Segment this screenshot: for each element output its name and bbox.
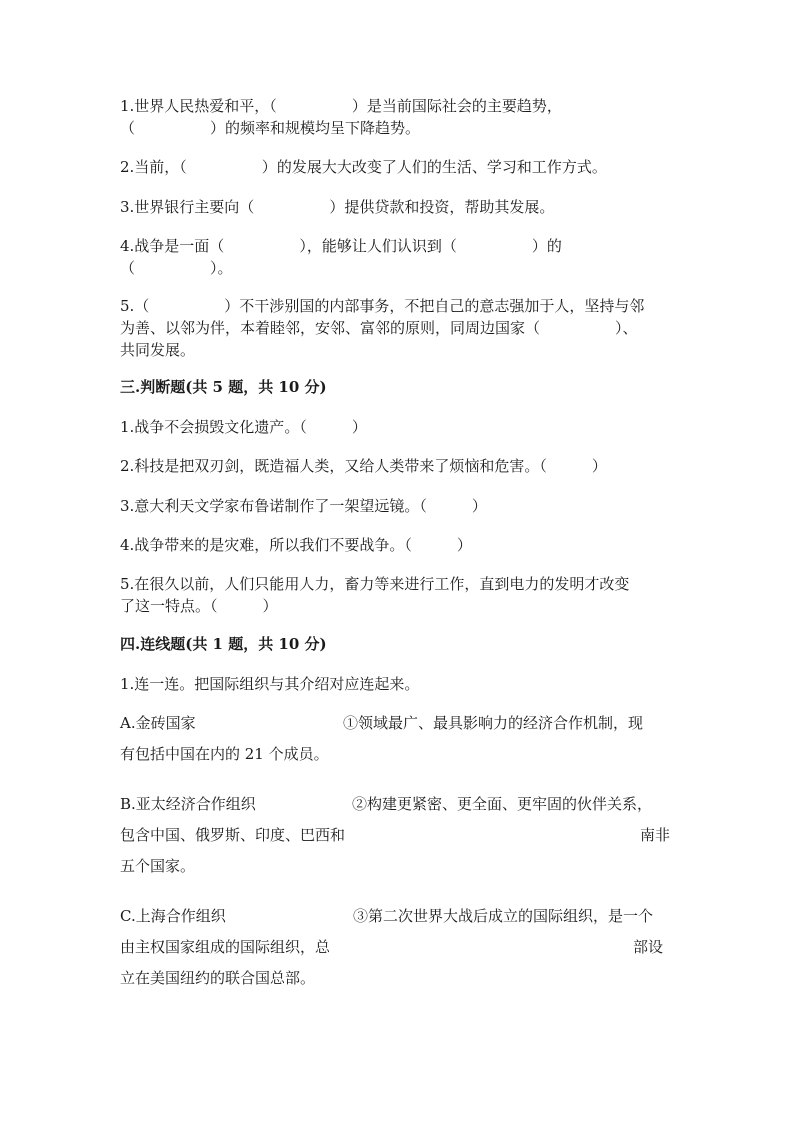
- match-b-right: ②构建更紧密、更全面、更牢固的伙伴关系，: [352, 795, 653, 813]
- fill-q1-line2: （ ）的频率和规模均呈下降趋势。: [120, 119, 421, 137]
- match-b-line3: 五个国家。: [120, 857, 196, 875]
- fill-q5-line2: 为善、以邻为伴，本着睦邻，安邻、富邻的原则，同周边国家（ ）、: [120, 319, 638, 337]
- judge-q1: 1.战争不会损毁文化遗产。（ ）: [120, 418, 367, 436]
- match-a-line2: 有包括中国在内的 21 个成员。: [120, 745, 329, 763]
- judge-q2: 2.科技是把双刃剑，既造福人类，又给人类带来了烦恼和危害。（ ）: [120, 457, 607, 475]
- match-c-line2-left: 由主权国家组成的国际组织，总: [120, 938, 331, 956]
- match-c-left: C.上海合作组织: [120, 907, 226, 925]
- match-b-left: B.亚太经济合作组织: [120, 795, 256, 813]
- judge-q4: 4.战争带来的是灾难，所以我们不要战争。（ ）: [120, 536, 472, 554]
- matching-heading: 四.连线题(共 1 题，共 10 分): [120, 635, 327, 653]
- fill-q4-line2: （ ）。: [120, 259, 233, 277]
- fill-q1-line1: 1.世界人民热爱和平，（ ）是当前国际社会的主要趋势，: [120, 97, 562, 115]
- match-b-line2-right: 南非: [640, 826, 671, 844]
- fill-q2: 2.当前，（ ）的发展大大改变了人们的生活、学习和工作方式。: [120, 158, 607, 176]
- judge-q3: 3.意大利天文学家布鲁诺制作了一架望远镜。（ ）: [120, 497, 487, 515]
- fill-q4-line1: 4.战争是一面（ ），能够让人们认识到（ ）的: [120, 237, 562, 255]
- match-a-left: A.金砖国家: [120, 714, 196, 732]
- match-c-line3: 立在美国纽约的联合国总部。: [120, 969, 316, 987]
- matching-instruction: 1.连一连。把国际组织与其介绍对应连起来。: [120, 675, 420, 693]
- match-c-line2-right: 部设: [633, 938, 664, 956]
- match-c-right: ③第二次世界大战后成立的国际组织，是一个: [353, 907, 654, 925]
- fill-q5-line3: 共同发展。: [120, 341, 196, 359]
- judgement-heading: 三.判断题(共 5 题，共 10 分): [120, 378, 327, 396]
- judge-q5-line2: 了这一特点。（ ）: [120, 597, 278, 615]
- fill-q5-line1: 5.（ ）不干涉别国的内部事务，不把自己的意志强加于人，坚持与邻: [120, 297, 645, 315]
- judge-q5-line1: 5.在很久以前，人们只能用人力，畜力等来进行工作，直到电力的发明才改变: [120, 575, 630, 593]
- fill-q3: 3.世界银行主要向（ ）提供贷款和投资，帮助其发展。: [120, 198, 555, 216]
- match-b-line2-left: 包含中国、俄罗斯、印度、巴西和: [120, 826, 346, 844]
- match-a-right: ①领域最广、最具影响力的经济合作机制，现: [343, 714, 644, 732]
